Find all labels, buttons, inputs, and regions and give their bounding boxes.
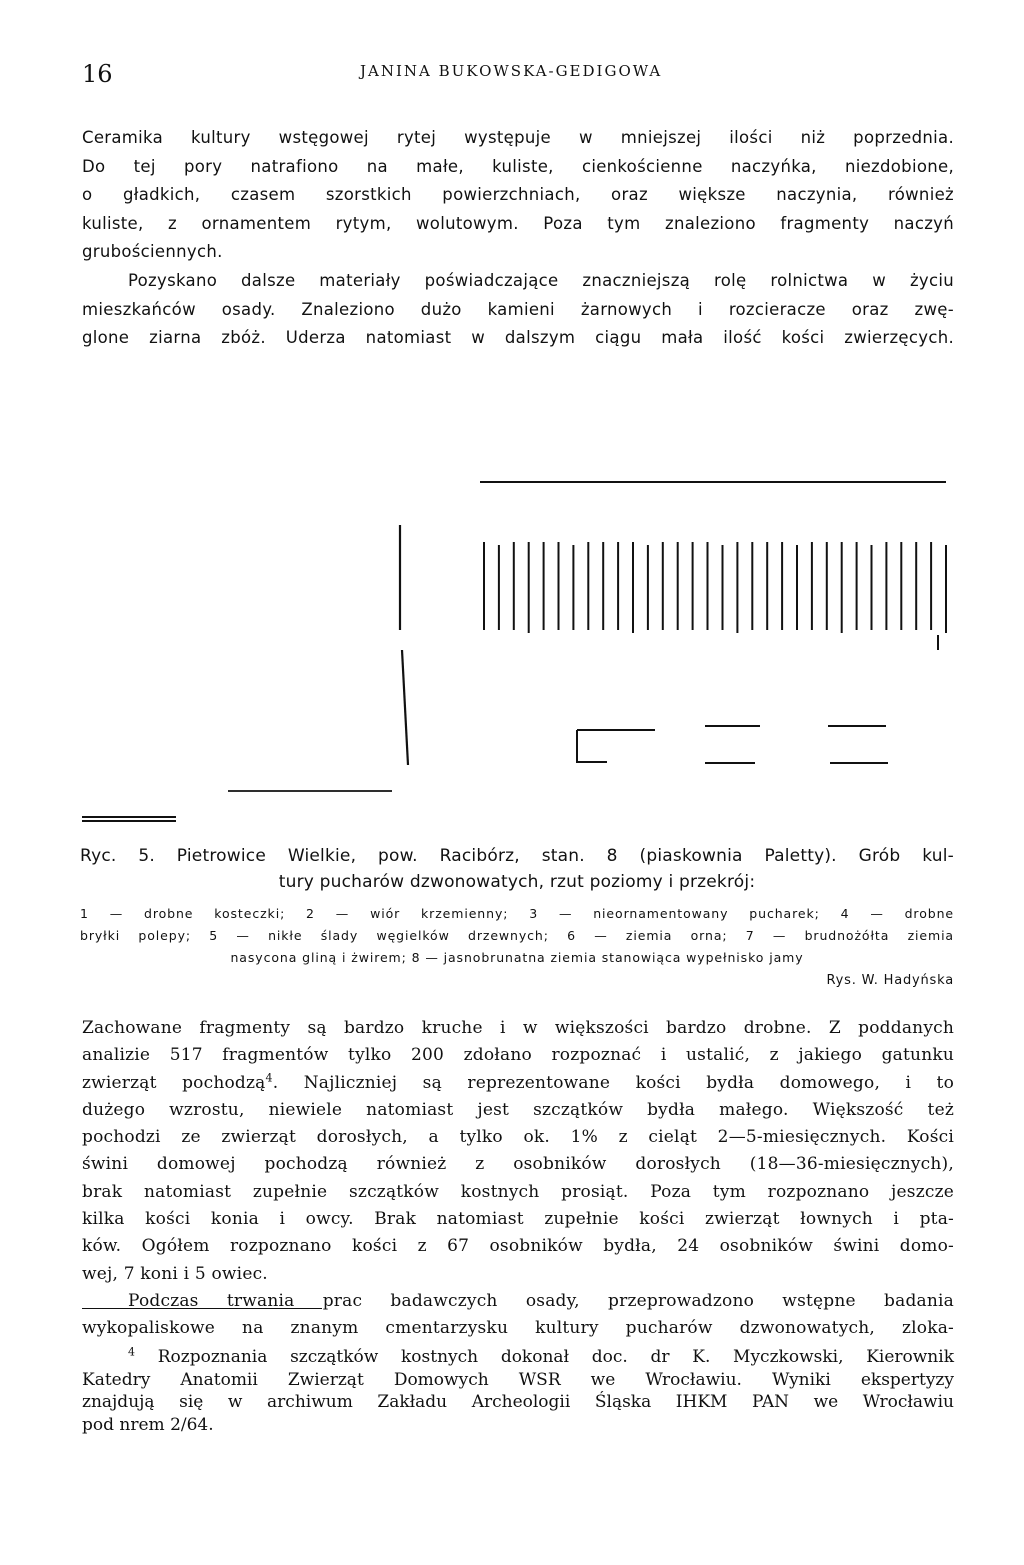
footnote-line: Katedry Anatomii Zwierząt Domowych WSR we Wrocławiu. Wyniki ekspertyzy: [82, 1369, 954, 1390]
caption-legend: [80, 903, 954, 969]
text-line: Ceramika kultury wstęgowej rytej występuje w mniejszej ilości niż poprzednia.: [82, 128, 954, 147]
text-line: dużego wzrostu, niewiele natomiast jest szczątków bydła małego. Większość też: [82, 1099, 954, 1120]
text-line: ków. Ogółem rozpoznano kości z 67 osobników bydła, 24 osobników świni domo-: [82, 1236, 954, 1257]
figure-linework: [82, 482, 946, 821]
vertical-strokes: [484, 542, 946, 633]
figure-caption: [80, 843, 954, 988]
text-line: świni domowej pochodzą również z osobników dorosłych (18—36-miesięcznych),: [82, 1154, 954, 1175]
text-line: analizie 517 fragmentów tylko 200 zdołano rozpoznać i ustalić, z jakiego gatunku: [82, 1045, 954, 1066]
text-fragment: Rozpoznania szczątków kostnych dokonał doc. dr K. Myczkowski, Kierownik: [135, 1347, 954, 1367]
footnote-line: [82, 1346, 954, 1369]
text-fragment: . Najliczniej są reprezentowane kości bydła domowego, i to: [272, 1072, 954, 1093]
footnote: [82, 1346, 954, 1437]
legend-line: nasycona gliną i żwirem; 8 — jasnobrunatna ziemia stanowiąca wypełnisko jamy: [230, 950, 804, 965]
text-line: wykopaliskowe na znanym cmentarzysku kultury pucharów dzwonowatych, zloka-: [82, 1318, 954, 1339]
text-line: brak natomiast zupełnie szczątków kostnych prosiąt. Poza tym rozpoznano jeszcze: [82, 1181, 954, 1202]
caption-line: Ryc. 5. Pietrowice Wielkie, pow. Racibórz, stan. 8 (piaskownia Paletty). Grób kul-: [80, 846, 954, 866]
text-line: [82, 1070, 954, 1097]
figure-credit: Rys. W. Hadyńska: [826, 973, 954, 988]
text-line: kuliste, z ornamentem rytym, wolutowym. Poza tym znaleziono fragmenty naczyń: [82, 213, 954, 233]
text-line: glone ziarna zbóż. Uderza natomiast w dalszym ciągu mała ilość kości zwierzęcych.: [82, 328, 954, 348]
footnote-marker: 4: [128, 1345, 135, 1359]
text-line: Podczas trwania prac badawczych osady, przeprowadzono wstępne badania: [128, 1290, 954, 1311]
legend-line: bryłki polepy; 5 — nikłe ślady węgielków drzewnych; 6 — ziemia orna; 7 — brudnożółta ziemia: [80, 928, 954, 943]
text-line: mieszkańców osady. Znaleziono dużo kamieni żarnowych i rozcieracze oraz zwę-: [82, 299, 954, 319]
text-fragment: zwierząt pochodzą: [82, 1072, 266, 1093]
text-line: kilka kości konia i owcy. Brak natomiast zupełnie kości zwierząt łownych i pta-: [82, 1209, 954, 1230]
footnote-divider: [82, 1308, 322, 1309]
legend-line: 1 — drobne kosteczki; 2 — wiór krzemienny; 3 — nieornamentowany pucharek; 4 — drobne: [80, 906, 954, 921]
caption-line: tury pucharów dzwonowatych, rzut poziomy i przekrój:: [278, 872, 756, 892]
paragraph-bones: [82, 1015, 954, 1343]
footnote-reference: 4: [265, 1070, 273, 1084]
text-line: grubościennych.: [82, 242, 223, 262]
footnote-line: znajdują się w archiwum Zakładu Archeologii Śląska IHKM PAN we Wrocławiu: [82, 1392, 954, 1413]
text-line: o gładkich, czasem szorstkich powierzchniach, oraz większe naczynia, również: [82, 185, 954, 205]
text-line: Pozyskano dalsze materiały poświadczające znaczniejszą rolę rolnictwa w życiu: [128, 270, 954, 290]
footnote-line: pod nrem 2/64.: [82, 1415, 214, 1436]
text-line: pochodzi ze zwierząt dorosłych, a tylko ok. 1% z cieląt 2—5-miesięcznych. Kości: [82, 1127, 954, 1148]
figure-grave-drawing: [0, 430, 1024, 850]
running-head: JANINA BUKOWSKA-GEDIGOWA: [360, 62, 663, 80]
page-number: 16: [82, 60, 113, 88]
text-line: Zachowane fragmenty są bardzo kruche i w większości bardzo drobne. Z poddanych: [82, 1018, 954, 1038]
text-line: Do tej pory natrafiono na małe, kuliste, cienkościenne naczyńka, niezdobione,: [82, 156, 954, 176]
text-line: wej, 7 koni i 5 owiec.: [82, 1263, 268, 1284]
paragraph-ceramics: [82, 124, 954, 353]
